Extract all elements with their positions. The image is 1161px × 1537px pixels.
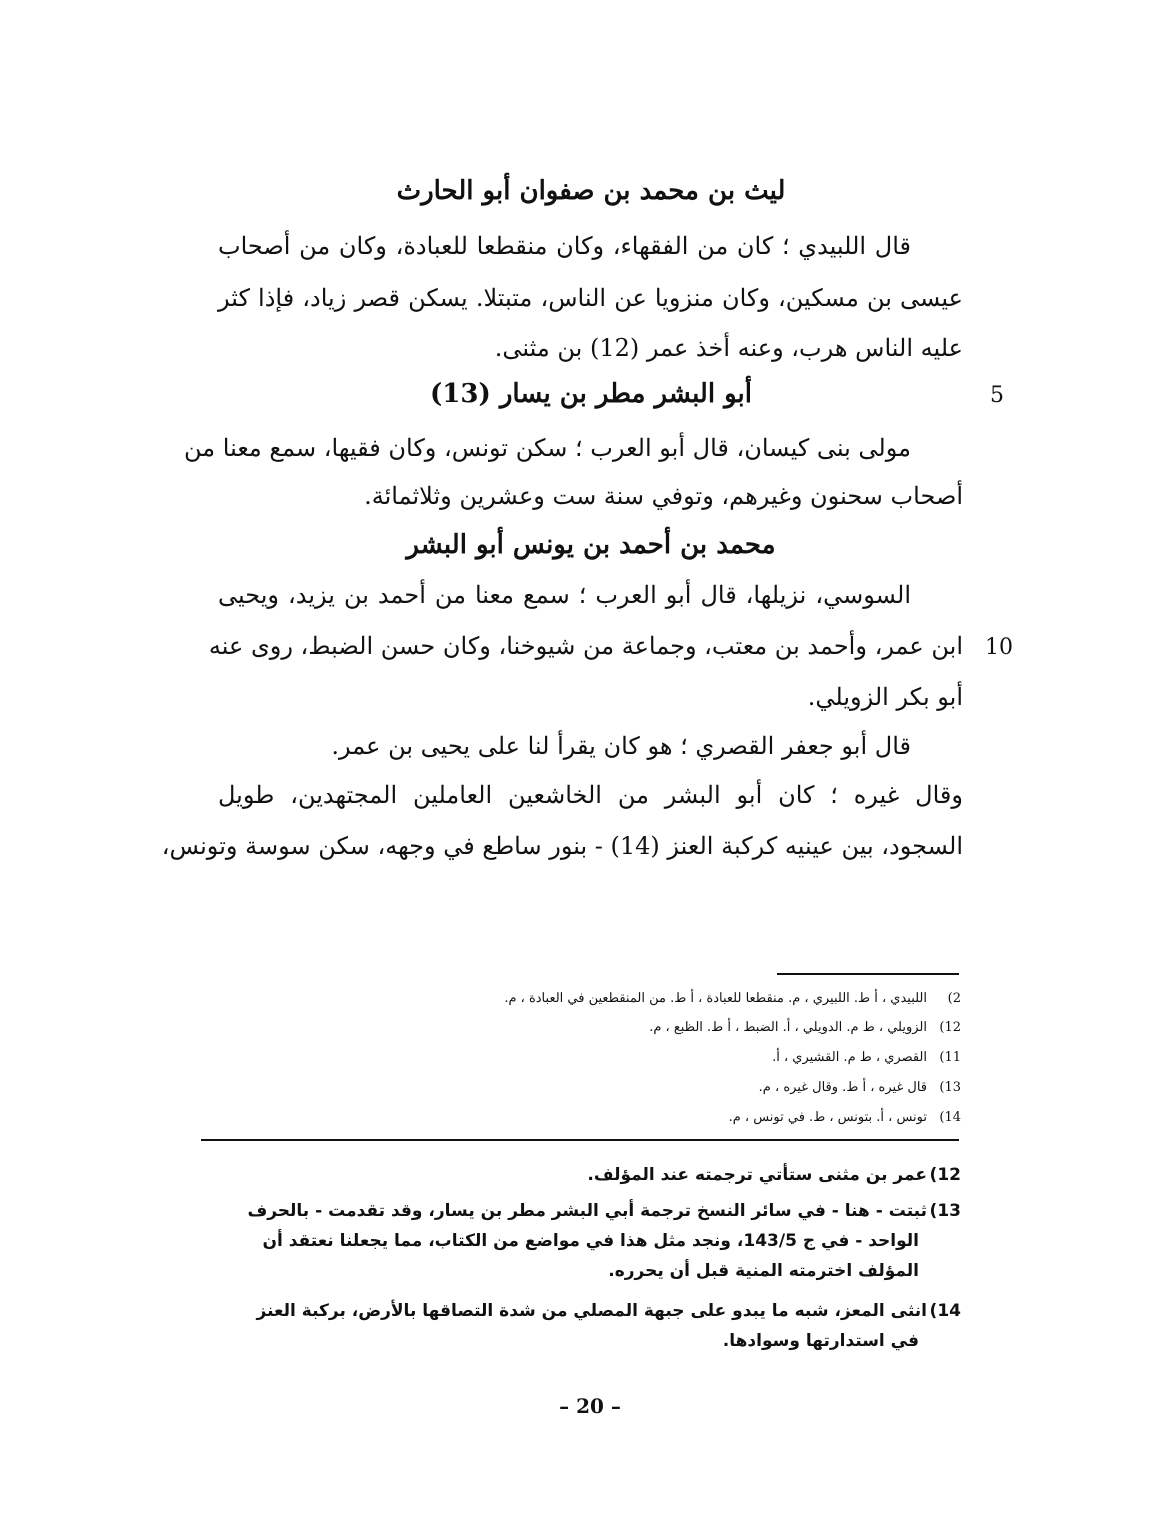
footnote	[216, 1160, 961, 1190]
variant-note-text: الزويلي ، ط م. الدويلي ، أ. الضبط ، أ ط. الظبع ، م.	[649, 1020, 927, 1035]
variant-note	[221, 1078, 961, 1098]
footnote-text: ثبتت - هنا - في سائر النسخ ترجمة أبي البشر مطر بن يسار، وقد تقدمت - بالحرف	[247, 1201, 927, 1221]
body-line: السوسي، نزيلها، قال أبو العرب ؛ سمع معنا من أحمد بن يزيد، ويحيى	[218, 581, 911, 609]
variant-note-number: 11)	[939, 1050, 961, 1065]
entry-title-laith: ليث بن محمد بن صفوان أبو الحارث	[396, 176, 786, 206]
footnote	[216, 1296, 961, 1356]
body-line: قال أبو جعفر القصري ؛ هو كان يقرأ لنا على يحيى بن عمر.	[331, 732, 911, 760]
body-line: وقال غيره ؛ كان أبو البشر من الخاشعين العاملين المجتهدين، طويل	[218, 781, 963, 809]
body-line: ابن عمر، وأحمد بن معتب، وجماعة من شيوخنا، وكان حسن الضبط، روى عنه	[208, 632, 963, 660]
variant-note-number: 14)	[939, 1110, 961, 1125]
footnote	[216, 1196, 961, 1286]
line-number-5: 5	[990, 383, 1004, 408]
footnote-text: انثى المعز، شبه ما يبدو على جبهة المصلي من شدة التصاقها بالأرض، بركبة العنز	[256, 1301, 927, 1321]
footnote-text: في استدارتها وسوادها.	[722, 1331, 919, 1351]
variant-note-text: تونس ، أ. بتونس ، ط. في تونس ، م.	[728, 1110, 927, 1125]
variant-note-number: 2)	[947, 991, 961, 1006]
footnote-separator	[201, 1139, 959, 1141]
footnote-text: الواحد - في ج 143/5، ونجد مثل هذا في مواضع من الكتاب، مما يجعلنا نعتقد أن	[262, 1231, 919, 1251]
entry-title-abu-bishr-matar: أبو البشر مطر بن يسار (13)	[429, 379, 753, 409]
page-number: – 20 –	[559, 1394, 621, 1418]
variant-note	[221, 1018, 961, 1038]
body-line: السجود، بين عينيه كركبة العنز (14) - بنور ساطع في وجهه، سكن سوسة وتونس،	[161, 832, 963, 860]
line-number-10: 10	[985, 635, 1013, 660]
body-line: أصحاب سحنون وغيرهم، وتوفي سنة ست وعشرين وثلاثمائة.	[364, 482, 963, 510]
body-line: قال اللبيدي ؛ كان من الفقهاء، وكان منقطعا للعبادة، وكان من أصحاب	[218, 232, 911, 260]
footnote-text: عمر بن مثنى ستأتي ترجمته عند المؤلف.	[587, 1165, 927, 1185]
body-line: عليه الناس هرب، وعنه أخذ عمر (12) بن مثنى.	[494, 334, 963, 362]
footnote-rule	[777, 973, 959, 975]
variant-note-number: 13)	[939, 1080, 961, 1095]
variant-note	[221, 1048, 961, 1068]
variant-note-text: قال غيره ، أ ط. وقال غيره ، م.	[758, 1080, 927, 1095]
footnote-text: المؤلف اخترمته المنية قبل أن يحرره.	[608, 1261, 919, 1281]
entry-title-muhammad-ibn-yunus: محمد بن أحمد بن يونس أبو البشر	[406, 530, 776, 560]
body-line: أبو بكر الزويلي.	[807, 683, 963, 711]
body-line: عيسى بن مسكين، وكان منزويا عن الناس، متبتلا. يسكن قصر زياد، فإذا كثر	[218, 284, 963, 312]
variant-note-number: 12)	[939, 1020, 961, 1035]
footnote-number: 12)	[929, 1165, 961, 1185]
footnote-number: 14)	[929, 1301, 961, 1321]
variant-note-text: اللبيدي ، أ ط. اللبيري ، م. منقطعا للعبادة ، أ ط. من المنقطعين في العبادة ، م.	[504, 991, 927, 1006]
variant-note-text: القصري ، ط م. القشيري ، أ.	[772, 1050, 927, 1065]
body-line: مولى بنى كيسان، قال أبو العرب ؛ سكن تونس، وكان فقيها، سمع معنا من	[184, 434, 911, 462]
footnote-number: 13)	[929, 1201, 961, 1221]
variant-note	[221, 989, 961, 1009]
variant-note	[221, 1108, 961, 1128]
